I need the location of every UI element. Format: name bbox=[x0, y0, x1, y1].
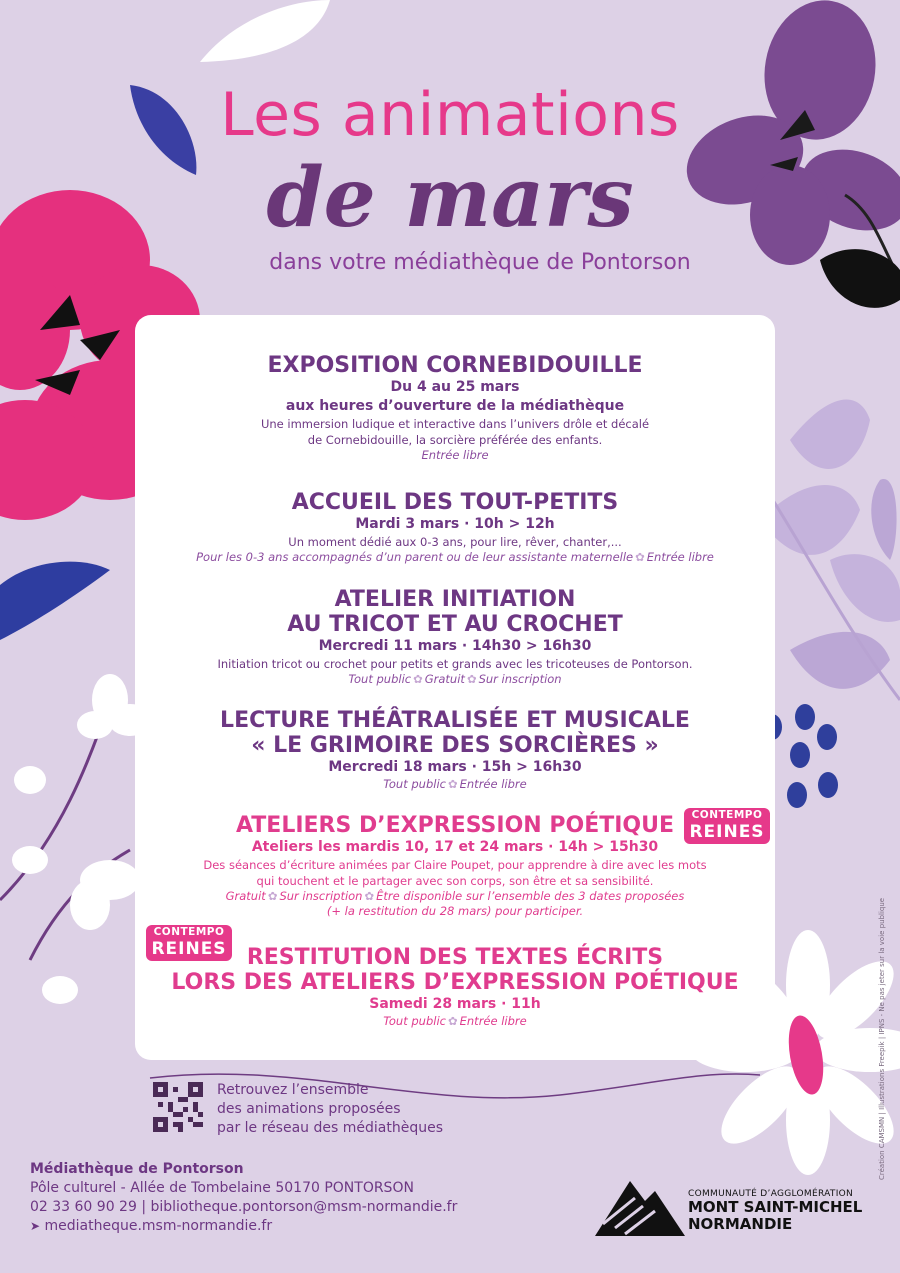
badge-line2: REINES bbox=[151, 939, 227, 959]
event-date: aux heures d’ouverture de la médiathèque bbox=[285, 398, 625, 414]
event-title: AU TRICOT ET AU CROCHET bbox=[287, 612, 623, 637]
event-info: (+ la restitution du 28 mars) pour participer. bbox=[326, 904, 584, 918]
event-description: Un moment dédié aux 0-3 ans, pour lire, rêver, chanter,... bbox=[288, 535, 622, 549]
event-date: Samedi 28 mars · 11h bbox=[369, 996, 541, 1012]
event-date: Mardi 3 mars · 10h > 12h bbox=[355, 516, 555, 532]
event-info bbox=[135, 777, 775, 792]
info-item: Entrée libre bbox=[459, 1014, 527, 1028]
program-card bbox=[135, 315, 775, 1060]
info-item: Pour les 0-3 ans accompagnés d’un parent ou de leur assistante maternelle bbox=[196, 550, 634, 564]
qr-code[interactable] bbox=[153, 1082, 203, 1132]
info-item: Sur inscription bbox=[279, 889, 363, 903]
event-exposition bbox=[135, 353, 775, 463]
event-title: RESTITUTION DES TEXTES ÉCRITS bbox=[246, 945, 664, 970]
info-item: Entrée libre bbox=[459, 777, 527, 791]
event-title: EXPOSITION CORNEBIDOUILLE bbox=[267, 353, 643, 378]
flower-separator-icon: ✿ bbox=[364, 889, 375, 903]
info-item: Gratuit bbox=[225, 889, 266, 903]
event-description: Une immersion ludique et interactive dans l’univers drôle et décalé bbox=[260, 417, 650, 431]
qr-caption-line: des animations proposées bbox=[217, 1101, 401, 1117]
event-title: ATELIER INITIATION bbox=[334, 587, 576, 612]
event-title: LECTURE THÉÂTRALISÉE ET MUSICALE bbox=[220, 708, 690, 733]
contempo-reines-badge bbox=[146, 925, 232, 961]
event-ateliers-poetique bbox=[135, 813, 775, 919]
qr-caption-line: par le réseau des médiathèques bbox=[217, 1120, 443, 1136]
event-title: ACCUEIL DES TOUT-PETITS bbox=[291, 490, 619, 515]
event-info bbox=[135, 550, 775, 565]
white-leaf-top bbox=[200, 0, 330, 62]
qr-caption-line: Retrouvez l’ensemble bbox=[217, 1082, 369, 1098]
event-date: Mercredi 11 mars · 14h30 > 16h30 bbox=[318, 638, 592, 654]
logo-line1: MONT SAINT-MICHEL bbox=[688, 1198, 863, 1216]
badge-line1: CONTEMPO bbox=[691, 809, 763, 821]
event-info bbox=[135, 1014, 775, 1029]
subtitle: dans votre médiathèque de Pontorson bbox=[269, 250, 691, 275]
info-item: Tout public bbox=[383, 777, 446, 791]
info-item: Entrée libre bbox=[646, 550, 714, 564]
event-title: « LE GRIMOIRE DES SORCIÈRES » bbox=[251, 733, 659, 758]
badge-line2: REINES bbox=[689, 822, 765, 842]
qr-caption bbox=[217, 1081, 443, 1138]
event-date: Du 4 au 25 mars bbox=[390, 379, 520, 395]
flower-separator-icon: ✿ bbox=[447, 1014, 458, 1028]
badge-line1: CONTEMPO bbox=[153, 926, 225, 938]
event-description: de Cornebidouille, la sorcière préférée des enfants. bbox=[307, 433, 603, 447]
logo-text bbox=[688, 1189, 862, 1233]
event-date: Ateliers les mardis 10, 17 et 24 mars · 14h > 15h30 bbox=[251, 839, 659, 855]
event-tricot bbox=[135, 587, 775, 687]
info-item: Tout public bbox=[348, 672, 412, 686]
contact-block bbox=[30, 1160, 457, 1236]
info-item: Sur inscription bbox=[478, 672, 562, 686]
event-lecture bbox=[135, 708, 775, 792]
library-phone-email[interactable]: 02 33 60 90 29 | bibliotheque.pontorson@msm-normandie.fr bbox=[30, 1199, 458, 1215]
event-description: Des séances d’écriture animées par Claire Poupet, pour apprendre à dire avec les mots bbox=[203, 858, 707, 872]
flower-separator-icon: ✿ bbox=[267, 889, 278, 903]
logo-line2: NORMANDIE bbox=[688, 1215, 793, 1233]
event-info bbox=[135, 672, 775, 687]
library-name: Médiathèque de Pontorson bbox=[30, 1161, 244, 1177]
website-link[interactable]: mediatheque.msm-normandie.fr bbox=[44, 1218, 273, 1234]
title-line1: Les animations bbox=[220, 80, 680, 150]
event-tout-petits bbox=[135, 490, 775, 565]
credit-text: Création CAMSMN | Illustrations Freepik | IPNS - Ne pas jeter sur la voie publique bbox=[878, 897, 886, 1180]
flower-separator-icon: ✿ bbox=[635, 550, 645, 564]
event-title: LORS DES ATELIERS D’EXPRESSION POÉTIQUE bbox=[171, 970, 739, 995]
event-description: qui touchent et le partager avec son corps, son être et sa sensibilité. bbox=[256, 874, 654, 888]
info-item: Tout public bbox=[383, 1014, 446, 1028]
event-info bbox=[135, 889, 775, 904]
flower-separator-icon: ✿ bbox=[466, 672, 477, 686]
library-website[interactable] bbox=[30, 1217, 457, 1236]
event-description: Initiation tricot ou crochet pour petits et grands avec les tricoteuses de Pontorson. bbox=[217, 657, 693, 671]
event-title: ATELIERS D’EXPRESSION POÉTIQUE bbox=[235, 813, 675, 838]
title-line2: de mars bbox=[266, 150, 634, 246]
info-item: Gratuit bbox=[424, 672, 465, 686]
event-date: Mercredi 18 mars · 15h > 16h30 bbox=[328, 759, 582, 775]
library-address: Pôle culturel - Allée de Tombelaine 50170 PONTORSON bbox=[30, 1180, 414, 1196]
flower-separator-icon: ✿ bbox=[447, 777, 458, 791]
flower-separator-icon: ✿ bbox=[413, 672, 423, 686]
event-info: Entrée libre bbox=[421, 448, 489, 462]
info-item: Être disponible sur l’ensemble des 3 dates proposées bbox=[376, 889, 685, 903]
send-arrow-icon: ➤ bbox=[30, 1219, 41, 1233]
mont-saint-michel-logo-icon bbox=[595, 1176, 685, 1238]
logo-small-text: COMMUNAUTÉ D’AGGLOMÉRATION bbox=[688, 1189, 854, 1199]
contempo-reines-badge bbox=[684, 808, 770, 844]
